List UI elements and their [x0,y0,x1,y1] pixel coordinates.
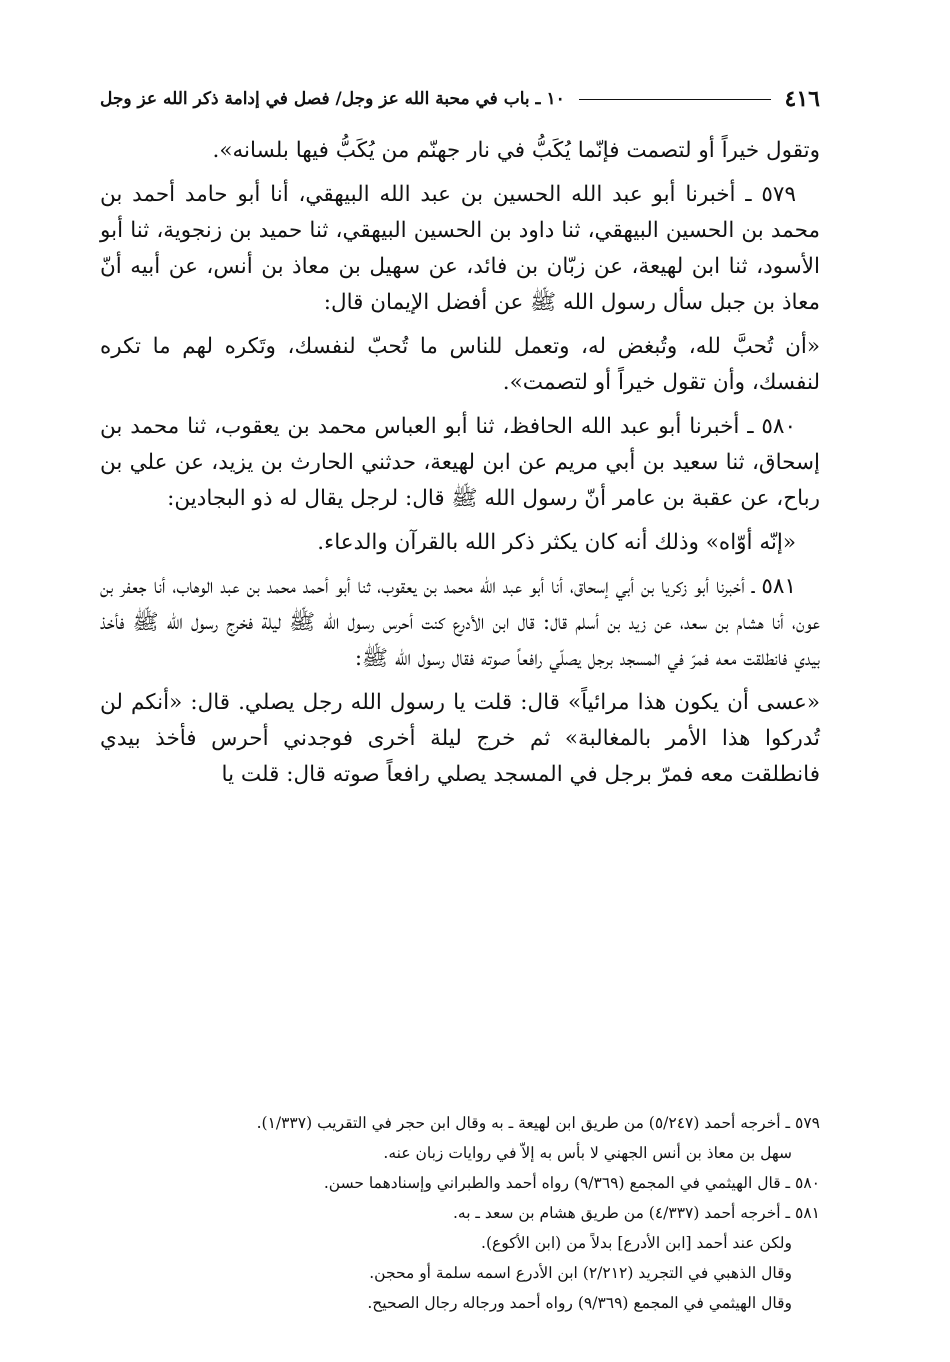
footnote-581-cont-2: وقال الذهبي في التجريد (٢/٢١٢) ابن الأدرع اسمه سلمة أو محجن. [369,1264,792,1282]
hadith-579-text: «أن تُحبَّ لله، وتُبغض له، وتعمل للناس ما تُحبّ لنفسك، وتَكره لهم ما تكره لنفسك، وأن تقول خيراً أو لتصمت». [100,334,820,395]
footnotes [100,1108,820,1318]
hadith-581: ٥٨١ ـ أخبرنا أبو زكريا بن أبي إسحاق، أنا أبو عبد الله محمد بن يعقوب، ثنا أبو أحمد محمد بن عبد الوهاب، أنا جعفر بن عون، أنا هشام بن سعد، عن زيد بن أسلم قال: قال ابن الأدرع كنت أحرس رسول الله ﷺ ليلة فخرج رسول الله ﷺ فأخذ بيدي فانطلقت معه فمرّ في المسجد برجل يصلّي رافعاً صوته فقال رسول الله ﷺ: [100,574,820,671]
hadith-580: ٥٨٠ ـ أخبرنا أبو عبد الله الحافظ، ثنا أبو العباس محمد بن يعقوب، ثنا محمد بن إسحاق، ثنا سعيد بن أبي مريم عن ابن لهيعة، حدثني الحارث بن يزيد، عن علي بن رباح، عن عقبة بن عامر أنّ رسول الله ﷺ قال: لرجل يقال له ذو البجادين: [100,414,820,511]
main-text [100,133,820,801]
footnote-579: ٥٧٩ ـ أخرجه أحمد (٥/٢٤٧) من طريق ابن لهيعة ـ به وقال ابن حجر في التقريب (١/٣٣٧). [256,1114,820,1132]
chapter-title: ١٠ ـ باب في محبة الله عز وجل/ فصل في إدامة ذكر الله عز وجل [100,89,565,109]
footnote-581-cont-3: وقال الهيثمي في المجمع (٩/٣٦٩) رواه أحمد ورجاله رجال الصحيح. [367,1294,792,1312]
footnote-581: ٥٨١ ـ أخرجه أحمد (٤/٣٣٧) من طريق هشام بن سعد ـ به. [452,1204,820,1222]
hadith-579: ٥٧٩ ـ أخبرنا أبو عبد الله الحسين بن عبد الله البيهقي، أنا أبو حامد أحمد بن محمد بن الحسين البيهقي، ثنا داود بن الحسين البيهقي، ثنا حميد بن زنجوية، ثنا أبو الأسود، ثنا ابن لهيعة، عن زبّان بن فائد، عن سهيل بن معاذ بن أنس، عن أبيه أنّ معاذ بن جبل سأل رسول الله ﷺ عن أفضل الإيمان قال: [100,182,820,315]
hadith-580-text: «إنّه أوّاه» وذلك أنه كان يكثر ذكر الله بالقرآن والدعاء. [317,530,796,555]
footnote-579-cont: سهل بن معاذ بن أنس الجهني لا بأس به إلاّ في روايات زبان عنه. [383,1144,792,1162]
footnote-581-cont-1: ولكن عند أحمد [ابن الأدرع] بدلاً من (ابن الأكوع). [481,1234,792,1252]
running-header [100,82,820,116]
page-number: ٤١٦ [784,86,820,112]
paragraph-continuation: وتقول خيراً أو لتصمت فإنّما يُكَبُّ في نار جهنّم من يُكَبُّ فيها بلسانه». [212,138,820,163]
header-rule [579,99,771,100]
footnote-580: ٥٨٠ ـ قال الهيثمي في المجمع (٩/٣٦٩) رواه أحمد والطبراني وإسنادهما حسن. [323,1174,820,1192]
hadith-581-text: «عسى أن يكون هذا مرائياً» قال: قلت يا رسول الله رجل يصلي. قال: «أنكم لن تُدركوا هذا الأمر بالمغالبة» ثم خرج ليلة أخرى فوجدني أحرس فأخذ بيدي فانطلقت معه فمرّ برجل في المسجد يصلي رافعاً صوته قال: قلت يا [100,690,820,787]
